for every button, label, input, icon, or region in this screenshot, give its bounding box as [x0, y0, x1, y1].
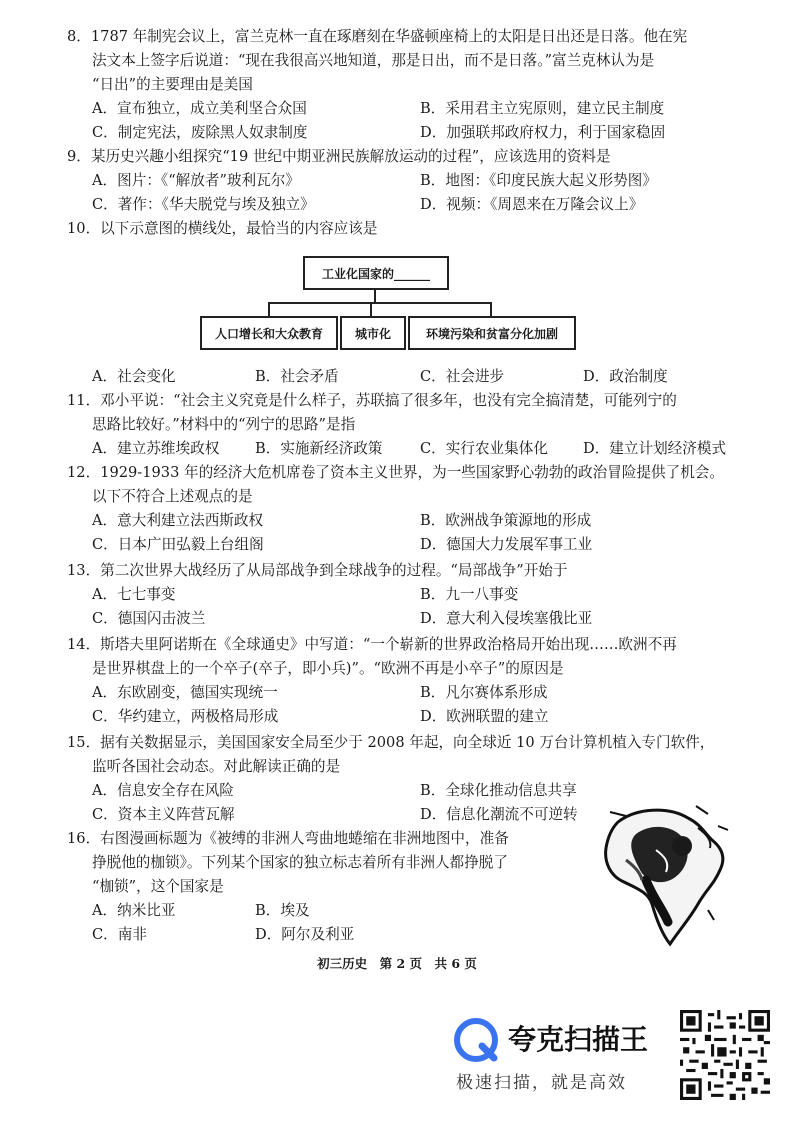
q10-option-c: C．社会进步: [420, 368, 505, 385]
diagram-connector-right: [490, 302, 492, 316]
qr-code-pattern: [680, 1010, 770, 1100]
q9-option-c: C．著作：《华夫脱党与埃及独立》: [92, 196, 315, 213]
diagram-box-urbanization: 城市化: [340, 316, 406, 350]
q15-option-b: B．全球化推动信息共享: [420, 782, 577, 799]
q11-line-2: 思路比较好。”材料中的“列宁的思路”是指: [92, 416, 356, 433]
q9-line-1: 9．某历史兴趣小组探究“19 世纪中期亚洲民族解放运动的过程”，应该选用的资料是: [67, 148, 611, 165]
q11-option-a: A．建立苏维埃政权: [92, 440, 220, 457]
brand-logo-icon: [452, 1016, 500, 1064]
q11-option-d: D．建立计划经济模式: [583, 440, 727, 457]
q15-line-1: 15．据有关数据显示，美国国家安全局至少于 2008 年起，向全球近 10 万台计算机植入专门软件，: [67, 734, 715, 751]
q16-option-a: A．纳米比亚: [92, 902, 176, 919]
q8-option-a: A．宣布独立，成立美利坚合众国: [92, 100, 307, 117]
brand-slogan: 极速扫描，就是高效: [456, 1073, 627, 1093]
q12-line-1: 12．1929-1933 年的经济大危机席卷了资本主义世界，为一些国家野心勃勃的政治冒险提供了机会。: [67, 464, 724, 481]
diagram-box-pollution-inequality: 环境污染和贫富分化加剧: [408, 316, 576, 350]
q16-option-c: C．南非: [92, 926, 147, 943]
q16-line-1: 16．右图漫画标题为《被缚的非洲人弯曲地蜷缩在非洲地图中，准备: [67, 830, 509, 847]
q13-option-c: C．德国闪击波兰: [92, 610, 206, 627]
q13-option-d: D．意大利入侵埃塞俄比亚: [420, 610, 593, 627]
scanner-brand: [452, 1008, 677, 1102]
page-footer: 初三历史 第 2 页 共 6 页: [317, 956, 477, 971]
q14-option-a: A．东欧剧变，德国实现统一: [92, 684, 278, 701]
q10-line-1: 10．以下示意图的横线处，最恰当的内容应该是: [67, 220, 378, 237]
diagram-connector-middle: [370, 302, 372, 316]
q9-option-a: A．图片：《“解放者”玻利瓦尔》: [92, 172, 300, 189]
q10-option-d: D．政治制度: [583, 368, 668, 385]
q14-option-c: C．华约建立，两极格局形成: [92, 708, 279, 725]
q11-option-b: B．实施新经济政策: [255, 440, 383, 457]
qr-code: [680, 1010, 770, 1100]
q10-option-b: B．社会矛盾: [255, 368, 339, 385]
q14-option-b: B．凡尔赛体系形成: [420, 684, 548, 701]
q8-line-3: “日出”的主要理由是美国: [92, 76, 253, 93]
q13-option-b: B．九一八事变: [420, 586, 519, 603]
q15-line-2: 监听各国社会动态。对此解读正确的是: [92, 758, 341, 775]
q16-option-d: D．阿尔及利亚: [255, 926, 355, 943]
q15-option-c: C．资本主义阵营瓦解: [92, 806, 235, 823]
diagram-top-box: 工业化国家的______: [303, 256, 449, 290]
q14-line-1: 14．斯塔夫里阿诺斯在《全球通史》中写道：“一个崭新的世界政治格局开始出现……欧洲不再: [67, 636, 677, 653]
diagram-connector-vertical: [374, 288, 376, 302]
q8-option-b: B．采用君主立宪原则，建立民主制度: [420, 100, 665, 117]
q15-option-a: A．信息安全存在风险: [92, 782, 234, 799]
q8-option-d: D．加强联邦政府权力，利于国家稳固: [420, 124, 666, 141]
diagram-connector-left: [268, 302, 270, 316]
q10-option-a: A．社会变化: [92, 368, 176, 385]
q14-line-2: 是世界棋盘上的一个卒子(卒子，即小兵)”。“欧洲不再是小卒子”的原因是: [92, 660, 564, 677]
diagram-connector-horizontal: [268, 302, 492, 304]
diagram-box-population-education: 人口增长和大众教育: [200, 316, 338, 350]
q8-option-c: C．制定宪法，废除黑人奴隶制度: [92, 124, 308, 141]
q13-line-1: 13．第二次世界大战经历了从局部战争到全球战争的过程。“局部战争”开始于: [67, 562, 568, 579]
q9-option-b: B．地图：《印度民族大起义形势图》: [420, 172, 657, 189]
q15-option-d: D．信息化潮流不可逆转: [420, 806, 578, 823]
africa-cartoon-image: [596, 800, 736, 948]
q11-option-c: C．实行农业集体化: [420, 440, 548, 457]
q16-line-3: “枷锁”，这个国家是: [92, 878, 224, 895]
q8-line-2: 法文本上签字后说道：“现在我很高兴地知道，那是日出，而不是日落。”富兰克林认为是: [92, 52, 655, 69]
q12-option-d: D．德国大力发展军事工业: [420, 536, 593, 553]
brand-name: 夸克扫描王: [508, 1023, 649, 1056]
q8-line-1: 8．1787 年制宪会议上，富兰克林一直在琢磨刻在华盛顿座椅上的太阳是日出还是日落。他在宪: [67, 28, 688, 45]
q16-option-b: B．埃及: [255, 902, 310, 919]
q13-option-a: A．七七事变: [92, 586, 176, 603]
q14-option-d: D．欧洲联盟的建立: [420, 708, 549, 725]
q12-option-a: A．意大利建立法西斯政权: [92, 512, 264, 529]
q12-option-b: B．欧洲战争策源地的形成: [420, 512, 592, 529]
q11-line-1: 11．邓小平说：“社会主义究竟是什么样子，苏联搞了很多年，也没有完全搞清楚，可能列宁的: [67, 392, 677, 409]
q9-option-d: D．视频：《周恩来在万隆会议上》: [420, 196, 644, 213]
q16-line-2: 挣脱他的枷锁》。下列某个国家的独立标志着所有非洲人都挣脱了: [92, 854, 508, 871]
q12-option-c: C．日本广田弘毅上台组阁: [92, 536, 264, 553]
q12-line-2: 以下不符合上述观点的是: [92, 488, 253, 505]
